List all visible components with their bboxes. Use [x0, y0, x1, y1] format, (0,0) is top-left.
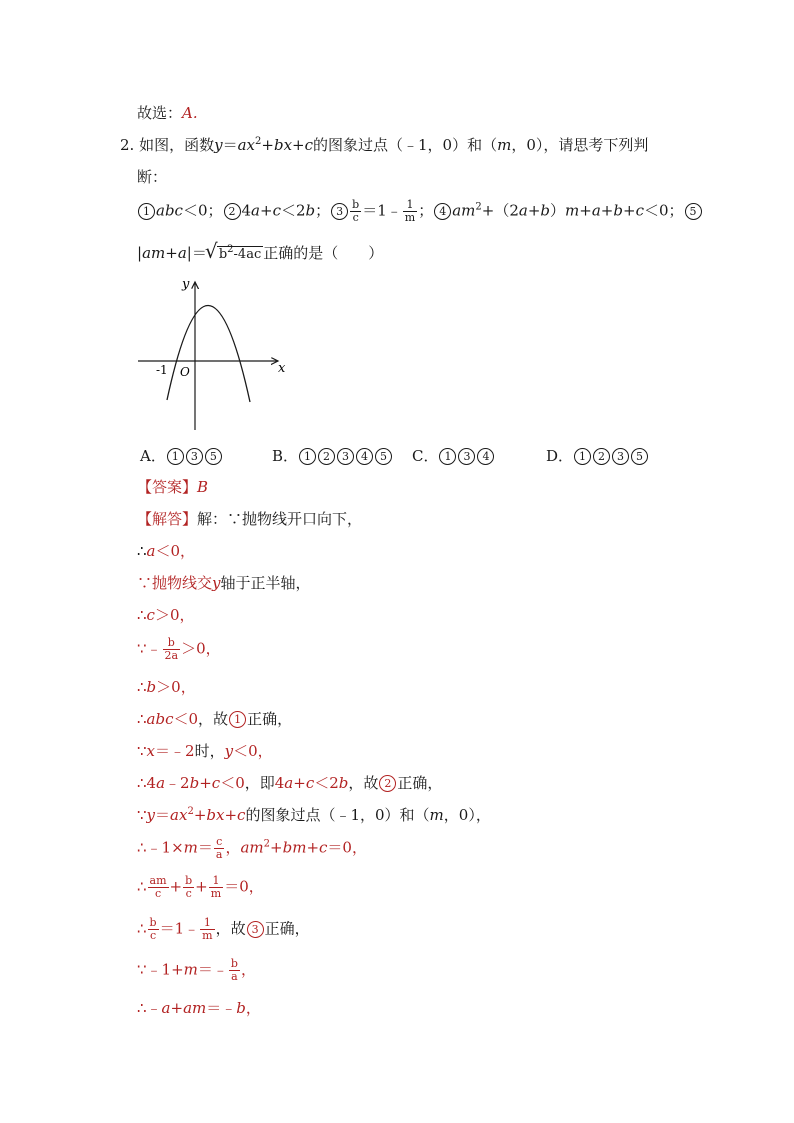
statement-5-marker: 5 — [685, 203, 702, 220]
solution-l3-text: ∵抛物线交 — [137, 574, 213, 592]
solution-l10-mid: ，即 — [244, 774, 275, 792]
origin-label: O — [180, 365, 190, 379]
solution-line-14: ∵﹣1+m＝﹣ $\frac{b}{a}$ ， — [137, 957, 256, 983]
solution-line-10: $\because y=ax^2+bx+c$的图象过点（﹣1，0）和（m，0）， — [137, 806, 491, 824]
option-a[interactable]: A． 1 3 5 — [140, 446, 223, 466]
problem-line-2 — [137, 167, 167, 187]
answer-value: B — [197, 478, 209, 496]
problem-text-d: 断： — [137, 168, 168, 186]
solution-line-11: ∴﹣1×m＝ $\frac{c}{a}$ ，$am^2+bm+c=0$， — [137, 835, 367, 861]
option-d-letter: D． — [546, 447, 574, 465]
statement-5-line: |am+a|＝ √ $b^2-4ac$ 正确的是（ ） — [137, 239, 384, 263]
prev-answer-line — [137, 103, 198, 123]
statement-2-marker: 2 — [224, 203, 241, 220]
solution-tag: 【解答】 — [137, 510, 198, 528]
solution-intro — [137, 509, 362, 529]
option-d[interactable]: D． 1 2 3 5 — [546, 446, 649, 466]
problem-text-a: 如图，函数 — [139, 136, 215, 154]
x-axis-label: x — [278, 361, 286, 376]
solution-conc-2: ，故 — [348, 774, 379, 792]
statements-line: 1 abc＜0； 2 4a+c＜2b； 3 $\frac{b}{c}$ ＝1﹣ $\frac{1}{m}$ ； 4 $am^2+(2a+b)m+a+b+c<0$； 5 — [137, 199, 703, 224]
solution-line-12: ∴ $\frac{am}{c}$ + $\frac{b}{c}$ + $\frac{1}{m}$ ＝0， — [137, 874, 264, 900]
answer-line — [137, 477, 208, 497]
statement-1-marker: 1 — [138, 203, 155, 220]
solution-conc-3: ，故 — [215, 919, 246, 938]
solution-line-6: ∴b＞0， — [137, 678, 196, 696]
solution-intro-text: 解：∵抛物线开口向下， — [197, 510, 363, 528]
option-b[interactable]: B． 1 2 3 4 5 — [272, 446, 393, 466]
solution-line-13: ∴ $\frac{b}{c}$ ＝1﹣ $\frac{1}{m}$ ，故 3 正确， — [137, 916, 310, 942]
statement-3-marker: 3 — [331, 203, 348, 220]
solution-line-4: ∴c＞0， — [137, 606, 195, 624]
prev-answer-label: 故选： — [137, 104, 183, 122]
option-b-letter: B． — [272, 447, 299, 465]
parabola-graph — [130, 270, 300, 435]
solution-correct-1: 正确， — [247, 710, 293, 728]
solution-line-8: ∵x＝﹣2时，y＜0， — [137, 742, 273, 760]
parabola-curve — [167, 305, 250, 402]
solution-line-15: ∴﹣a+am＝﹣b， — [137, 999, 261, 1017]
problem-text-c: ，0），请思考下列判 — [511, 136, 649, 154]
option-a-letter: A． — [140, 447, 166, 465]
solution-correct-3: 正确， — [264, 919, 310, 938]
solution-line-9: ∴4a﹣2b+c＜0，即4a+c＜2b，故 2 正确， — [137, 774, 443, 792]
solution-l9-text: 时， — [194, 742, 225, 760]
solution-l11-end: ，0）， — [443, 806, 491, 824]
option-c[interactable]: C． 1 3 4 — [412, 446, 495, 466]
solution-conc-1: ，故 — [198, 710, 229, 728]
problem-number: 2. — [120, 136, 135, 154]
problem-text-b: 的图象过点（﹣1，0）和（ — [313, 136, 498, 154]
minus-one-label: -1 — [156, 363, 168, 377]
solution-line-2: ∴a＜0， — [137, 542, 196, 560]
question-end: 正确的是（ ） — [263, 244, 384, 262]
solution-l11-text: 的图象过点（﹣1，0）和（ — [245, 806, 430, 824]
solution-line-7: ∴abc＜0，故 1 正确， — [137, 710, 293, 728]
prev-answer-value: A. — [182, 104, 198, 122]
solution-correct-2: 正确， — [397, 774, 443, 792]
problem-line-1: 2. 如图，函数$y=ax^2+bx+c$的图象过点（﹣1，0）和（m，0），请思考下列判 — [120, 136, 649, 154]
solution-line-5: ∵﹣ $\frac{b}{2a}$ ＞0， — [137, 636, 221, 662]
option-c-letter: C． — [412, 447, 439, 465]
solution-line-3: ∵抛物线交y轴于正半轴， — [137, 574, 311, 592]
solution-l3-text2: 轴于正半轴， — [220, 574, 311, 592]
statement-4-marker: 4 — [434, 203, 451, 220]
answer-tag: 【答案】 — [137, 478, 198, 496]
y-axis-label: y — [182, 277, 190, 292]
